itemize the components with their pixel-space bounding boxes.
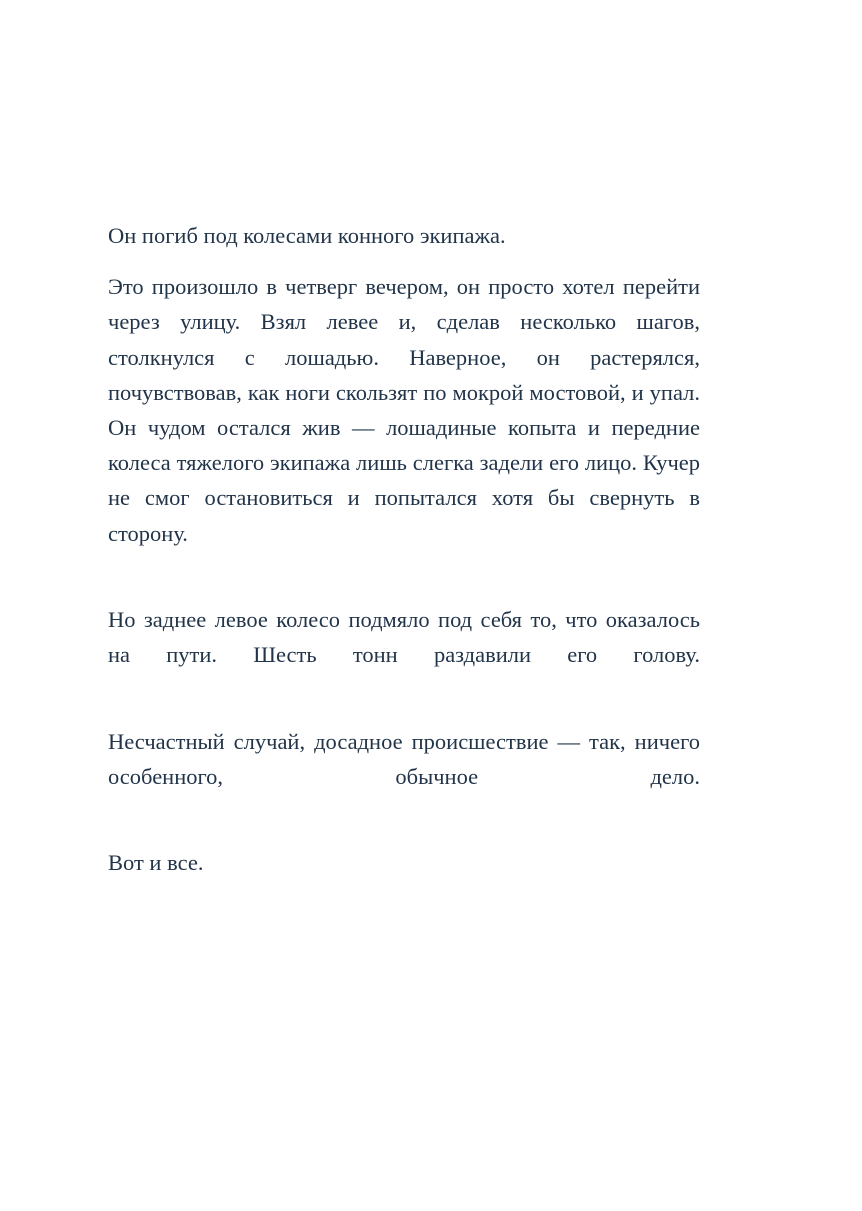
paragraph-5: Вот и все. bbox=[108, 850, 204, 876]
paragraph-1: Он погиб под колесами конного экипажа. bbox=[108, 223, 506, 248]
paragraph-4: Несчастный случай, досадное происшествие — так, ничего особенного, обычное дело. bbox=[108, 728, 700, 789]
paragraph-2: Это произошло в четверг вечером, он просто хотел перейти через улицу. Взял левее и, сделав несколько шагов, столкнулся с лошадью. Наверное, он растерялся, почувствовав, как ноги скользят по мокрой мостовой, и упал. Он чудом остался жив — лошадиные копыта и передние колеса тяжелого экипажа лишь слегка задели его лицо. Кучер не смог остановиться и попытался хотя бы свернуть в сторону. bbox=[108, 274, 700, 546]
page-text-block bbox=[108, 218, 700, 880]
paragraph-3: Но заднее левое колесо подмяло под себя то, что оказалось на пути. Шесть тонн раздавили его голову. bbox=[108, 607, 700, 668]
